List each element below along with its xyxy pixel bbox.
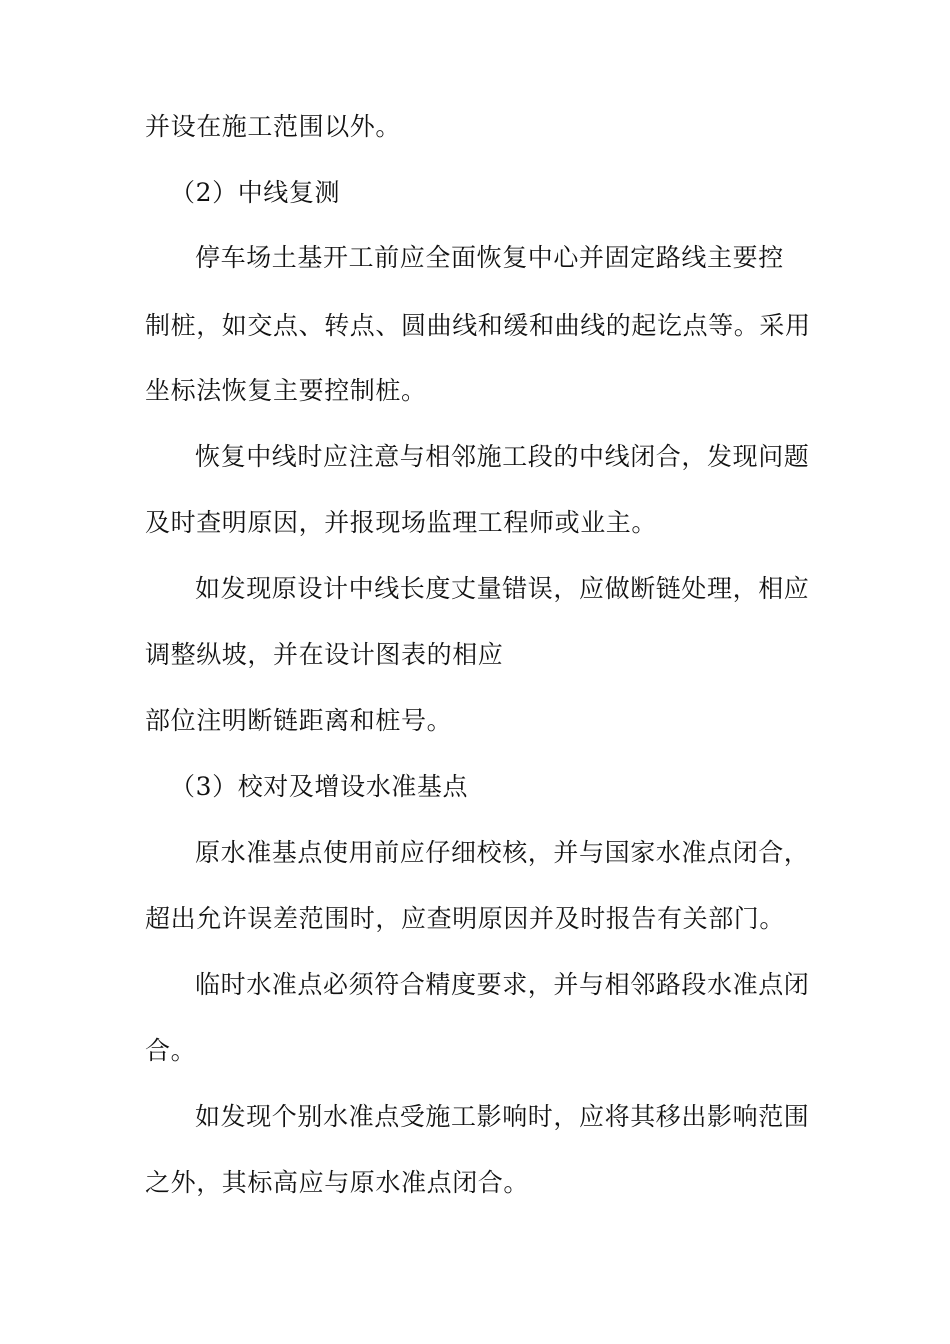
paragraph-line: 合。 (145, 1036, 197, 1065)
paragraph-line: 恢复中线时应注意与相邻施工段的中线闭合，发现问题 (195, 442, 810, 471)
paragraph-line: 及时查明原因，并报现场监理工程师或业主。 (145, 508, 658, 537)
paragraph-line: 原水准基点使用前应仔细校核，并与国家水准点闭合， (195, 838, 810, 867)
paragraph-line: 如发现原设计中线长度丈量错误，应做断链处理，相应 (195, 574, 810, 603)
paragraph-line: 部位注明断链距离和桩号。 (145, 706, 453, 735)
paragraph-line: 超出允许误差范围时，应查明原因并及时报告有关部门。 (145, 904, 786, 933)
section-heading: （3）校对及增设水准基点 (170, 772, 469, 801)
paragraph-line: 临时水准点必须符合精度要求，并与相邻路段水准点闭 (195, 970, 810, 999)
paragraph-line: 如发现个别水准点受施工影响时，应将其移出影响范围 (195, 1102, 810, 1131)
paragraph-line: 坐标法恢复主要控制桩。 (145, 376, 427, 405)
paragraph-line: 停车场土基开工前应全面恢复中心并固定路线主要控 (195, 243, 784, 272)
section-heading: （2）中线复测 (170, 178, 341, 207)
paragraph-line: 之外，其标高应与原水准点闭合。 (145, 1168, 530, 1197)
paragraph-line: 制桩，如交点、转点、圆曲线和缓和曲线的起讫点等。采用 (145, 311, 811, 340)
paragraph-line: 并设在施工范围以外。 (145, 112, 402, 141)
paragraph-line: 调整纵坡，并在设计图表的相应 (145, 640, 504, 669)
